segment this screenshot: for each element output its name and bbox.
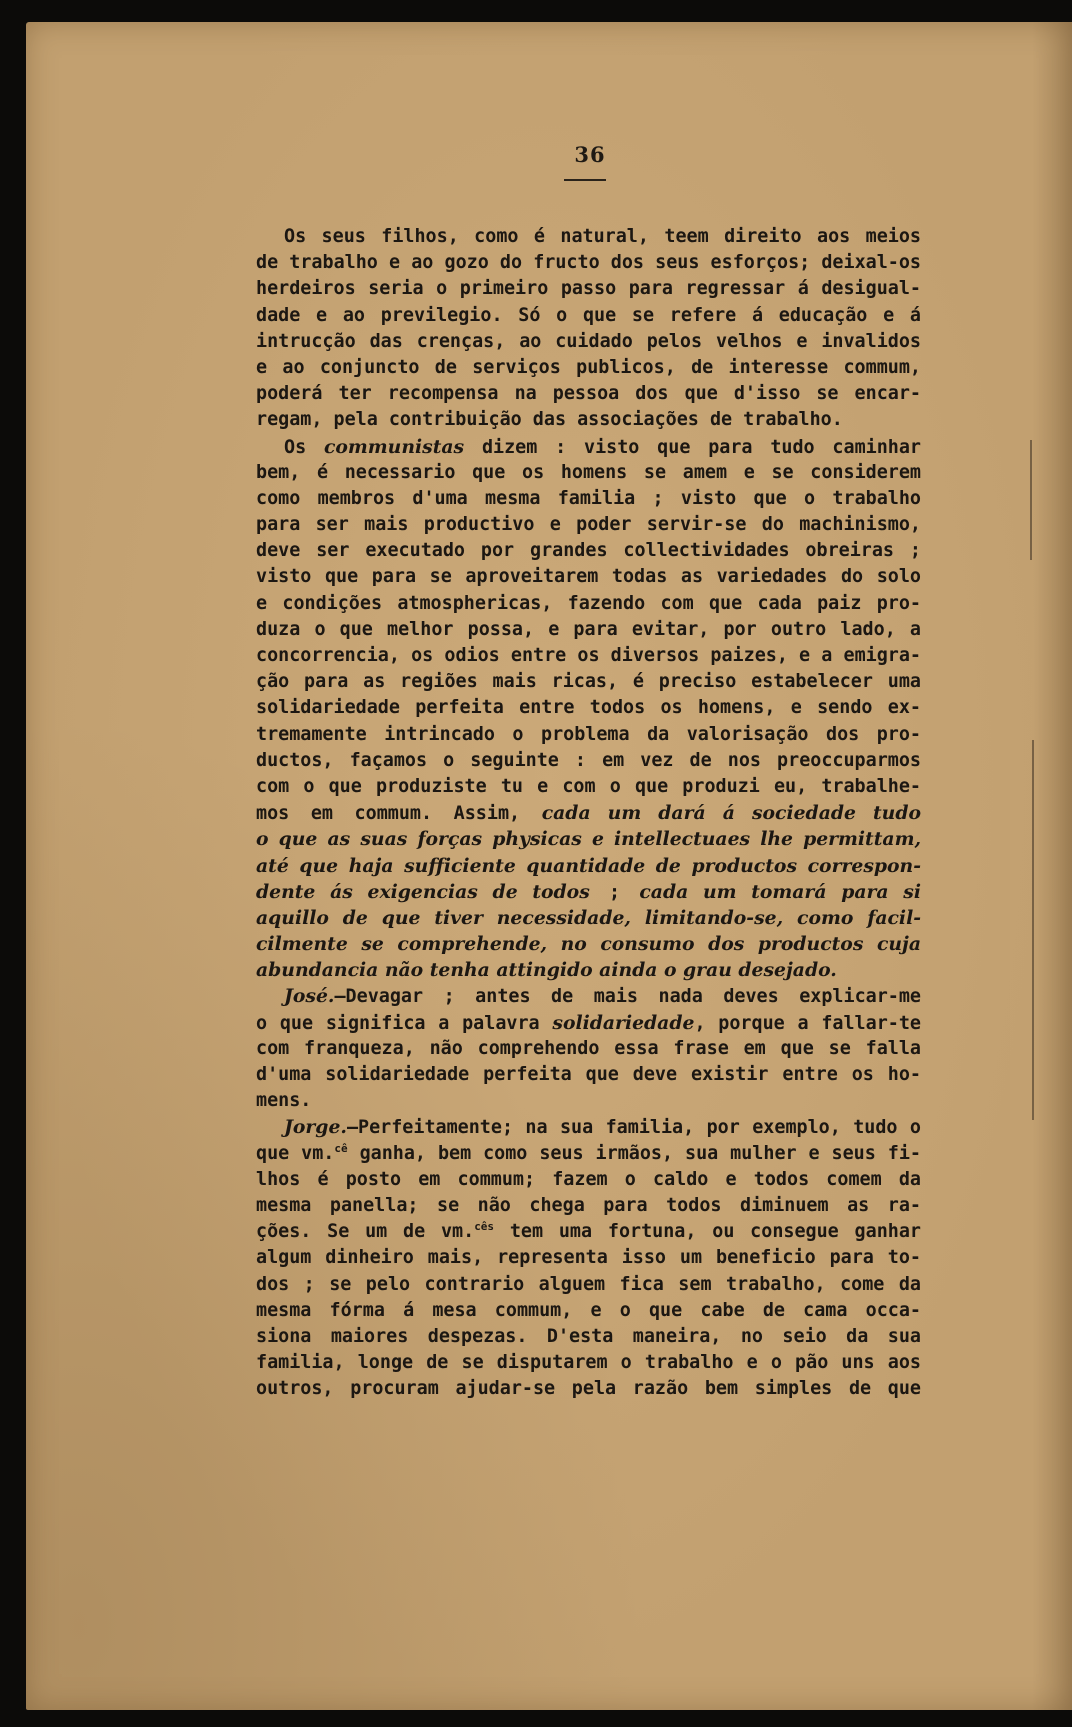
text-line: ductos, façamos o seguinte : em vez de nos preoccuparmos	[256, 749, 921, 771]
italic-run: abundancia não tenha attingido ainda o grau desejado.	[256, 959, 837, 982]
italic-run: o que as suas forças physicas e intellectuaes lhe permittam,	[256, 828, 921, 851]
superscript-abbrev: cês	[474, 1220, 495, 1233]
text-line	[256, 1141, 921, 1167]
text-line: regam, pela contribuição das associações de trabalho.	[256, 409, 843, 431]
text-line: bem, é necessario que os homens se amem e se considerem	[256, 461, 921, 483]
margin-pencil-mark	[1032, 740, 1034, 1120]
text-line: intrucção das crenças, ao cuidado pelos velhos e invalidos	[256, 330, 921, 352]
text-run: —Perfeitamente; na sua familia, por exemplo, tudo o	[346, 1117, 921, 1139]
page-fold-shadow	[1032, 22, 1072, 1710]
italic-run: aquillo de que tiver necessidade, limitando-se, como facil-	[256, 906, 921, 929]
text-line: como membros d'uma mesma familia ; visto que o trabalho	[256, 487, 921, 509]
text-line	[256, 931, 921, 957]
text-run: Os	[284, 436, 324, 458]
text-line	[256, 983, 921, 1009]
italic-run: cilmente se comprehende, no consumo dos productos cuja	[256, 933, 921, 956]
text-run: o que significa a palavra	[256, 1012, 553, 1034]
text-run: mos em commum. Assim,	[256, 803, 542, 825]
text-run: ganha, bem como seus irmãos, sua mulher e seus fi-	[347, 1142, 921, 1164]
text-line	[256, 434, 921, 460]
text-line	[256, 1010, 921, 1036]
text-line: Os seus filhos, como é natural, teem direito aos meios	[284, 226, 921, 247]
text-run: ;	[589, 881, 640, 903]
text-line: e ao conjuncto de serviços publicos, de interesse commum,	[256, 356, 921, 378]
text-line: lhos é posto em commum; fazem o caldo e todos comem da	[256, 1168, 921, 1190]
text-line: com franqueza, não comprehendo essa frase em que se falla	[256, 1037, 921, 1059]
italic-run: Jorge.	[284, 1116, 347, 1139]
text-line	[256, 826, 921, 852]
superscript-abbrev: cê	[334, 1141, 348, 1155]
text-line: ção para as regiões mais ricas, é preciso estabelecer uma	[256, 671, 921, 693]
page-number-rule	[564, 179, 606, 181]
text-line: visto que para se aproveitarem todas as variedades do solo	[256, 566, 921, 588]
text-run: que vm.	[256, 1142, 335, 1164]
text-line	[256, 1219, 921, 1245]
text-line: outros, procuram ajudar-se pela razão bem simples de que	[256, 1378, 921, 1400]
italic-run: communistas	[323, 435, 465, 458]
italic-run: até que haja sufficiente quantidade de productos correspon-	[256, 854, 921, 877]
text-run: , porque a fallar-te	[694, 1012, 921, 1034]
text-line: dos ; se pelo contrario alguem fica sem trabalho, come da	[256, 1273, 921, 1295]
text-line: para ser mais productivo e poder servir-se do machinismo,	[256, 514, 921, 536]
italic-run: dente ás exigencias de todos	[256, 880, 590, 903]
text-run: —Devagar ; antes de mais nada deves explicar-me	[334, 986, 921, 1008]
text-line: concorrencia, os odios entre os diversos paizes, e a emigra-	[256, 645, 921, 666]
text-line: siona maiores despezas. D'esta maneira, no seio da sua	[256, 1325, 921, 1347]
margin-pencil-mark	[1030, 440, 1032, 560]
page-number: 36	[574, 142, 606, 167]
text-line: dade e ao previlegio. Só o que se refere á educação e á	[256, 304, 921, 326]
italic-run: solidariedade	[552, 1011, 695, 1034]
text-line: mesma fórma á mesa commum, e o que cabe de cama occa-	[256, 1299, 921, 1321]
text-line	[256, 853, 921, 879]
text-line: algum dinheiro mais, representa isso um beneficio para to-	[256, 1247, 921, 1269]
text-line: solidariedade perfeita entre todos os homens, e sendo ex-	[256, 697, 921, 719]
text-line: poderá ter recompensa na pessoa dos que d'isso se encar-	[256, 383, 921, 405]
text-line: e condições atmosphericas, fazendo com que cada paiz pro-	[256, 592, 921, 614]
text-line: mens.	[256, 1090, 312, 1112]
text-run: tem uma fortuna, ou consegue ganhar	[494, 1221, 921, 1243]
italic-run: José.	[284, 985, 335, 1008]
text-line	[256, 800, 921, 826]
text-run: dizem : visto que para tudo caminhar	[464, 436, 922, 458]
text-line: mesma panella; se não chega para todos diminuem as ra-	[256, 1194, 921, 1216]
text-run: ções. Se um de vm.	[256, 1221, 475, 1243]
text-line: com o que produziste tu e com o que produzi eu, trabalhe-	[256, 775, 921, 797]
text-line	[256, 957, 921, 983]
text-line: familia, longe de se disputarem o trabalho e o pão uns aos	[256, 1352, 921, 1374]
text-line: herdeiros seria o primeiro passo para regressar á desigual-	[256, 278, 921, 300]
text-line	[256, 905, 921, 931]
text-line: d'uma solidariedade perfeita que deve existir entre os ho-	[256, 1064, 921, 1085]
body-text	[256, 224, 921, 1402]
italic-run: cada um dará á sociedade tudo	[541, 802, 921, 825]
text-line	[256, 879, 921, 905]
text-line	[256, 1114, 921, 1140]
text-line: de trabalho e ao gozo do fructo dos seus esforços; deixal-os	[256, 252, 921, 274]
text-line: tremamente intrincado o problema da valorisação dos pro-	[256, 723, 921, 745]
text-line: duza o que melhor possa, e para evitar, por outro lado, a	[256, 618, 921, 640]
text-line: deve ser executado por grandes collectividades obreiras ;	[256, 540, 921, 562]
italic-run: cada um tomará para si	[639, 880, 921, 903]
